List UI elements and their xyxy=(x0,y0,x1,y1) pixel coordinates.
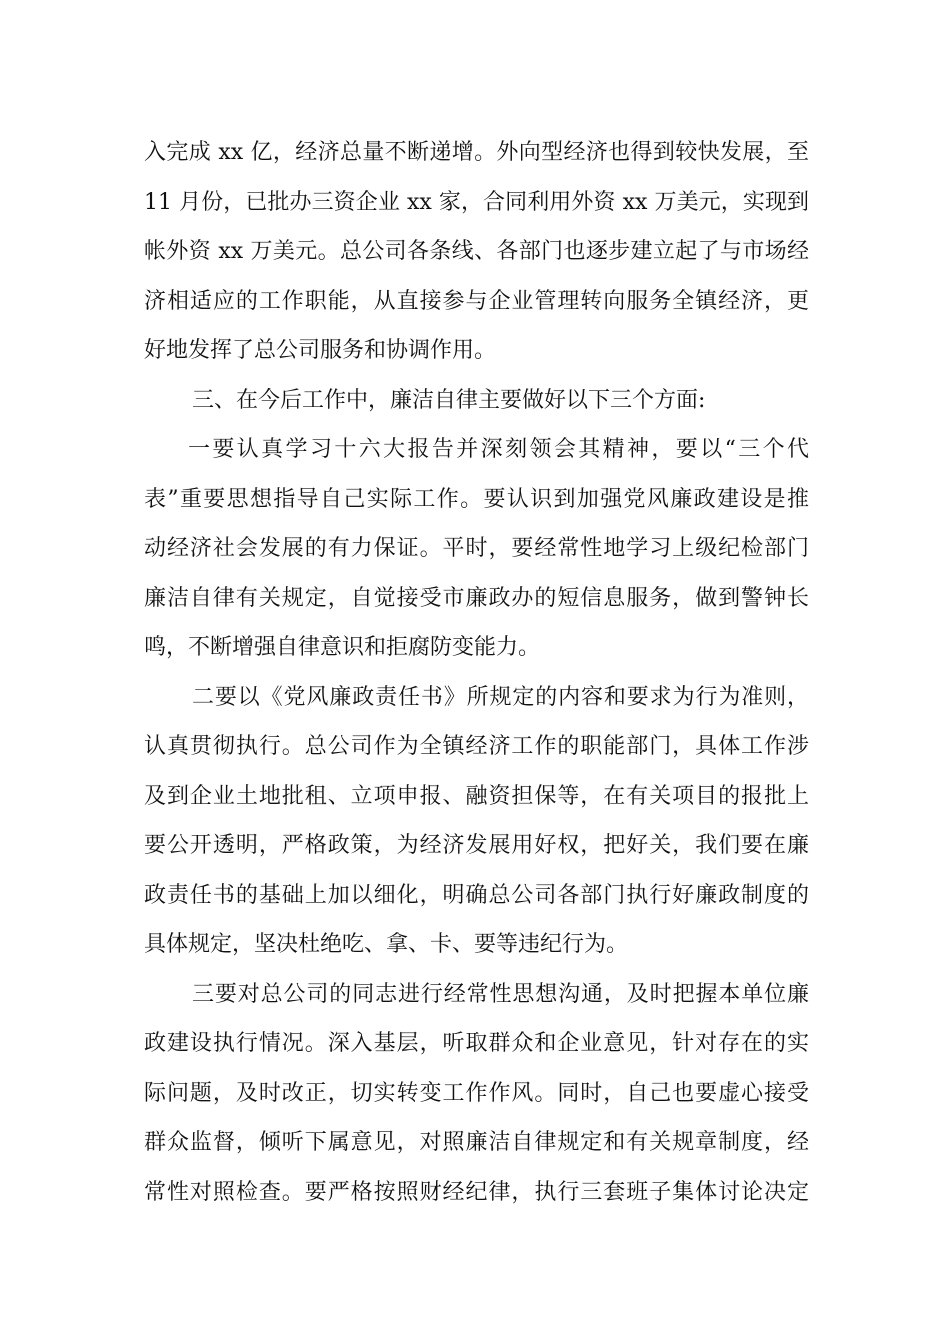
text-line: 11 月份，已批办三资企业 xx 家，合同利用外资 xx 万美元，实现到 xyxy=(144,189,809,215)
text-line: 际问题，及时改正，切实转变工作作风。同时，自己也要虚心接受 xyxy=(144,1080,809,1106)
paragraph-point-1 xyxy=(144,425,809,673)
text-line: 二要以《党风廉政责任书》所规定的内容和要求为行为准则， xyxy=(192,684,809,710)
text-line: 及到企业土地批租、立项申报、融资担保等，在有关项目的报批上 xyxy=(144,783,809,809)
text-line: 政责任书的基础上加以细化，明确总公司各部门执行好廉政制度的 xyxy=(144,882,809,908)
text-line: 一要认真学习十六大报告并深刻领会其精神，要以“三个代 xyxy=(188,437,809,462)
section-heading-3 xyxy=(144,376,809,426)
text-line: 三要对总公司的同志进行经常性思想沟通，及时把握本单位廉 xyxy=(192,981,809,1007)
text-line: 政建设执行情况。深入基层，听取群众和企业意见，针对存在的实 xyxy=(144,1031,809,1056)
text-line: 群众监督，倾听下属意见，对照廉洁自律规定和有关规章制度，经 xyxy=(144,1130,809,1155)
text-line: 认真贯彻执行。总公司作为全镇经济工作的职能部门，具体工作涉 xyxy=(144,734,809,759)
paragraph-point-3 xyxy=(144,970,809,1218)
paragraph-1 xyxy=(144,128,809,376)
text-line: 动经济社会发展的有力保证。平时，要经常性地学习上级纪检部门 xyxy=(144,536,809,561)
text-line: 帐外资 xx 万美元。总公司各条线、各部门也逐步建立起了与市场经 xyxy=(144,239,809,264)
text-line: 廉洁自律有关规定，自觉接受市廉政办的短信息服务，做到警钟长 xyxy=(144,585,809,611)
text-line: 好地发挥了总公司服务和协调作用。 xyxy=(144,338,497,363)
text-line: 鸣，不断增强自律意识和拒腐防变能力。 xyxy=(144,635,541,660)
paragraph-point-2 xyxy=(144,673,809,970)
text-line: 具体规定，坚决杜绝吃、拿、卡、要等违纪行为。 xyxy=(144,932,629,957)
text-line: 要公开透明，严格政策，为经济发展用好权，把好关，我们要在廉 xyxy=(144,833,809,858)
text-line: 三、在今后工作中，廉洁自律主要做好以下三个方面: xyxy=(192,387,706,413)
document-page xyxy=(144,128,809,1217)
text-line: 常性对照检查。要严格按照财经纪律，执行三套班子集体讨论决定 xyxy=(144,1179,809,1205)
text-line: 入完成 xx 亿，经济总量不断递增。外向型经济也得到较快发展，至 xyxy=(144,140,809,165)
text-line: 济相适应的工作职能，从直接参与企业管理转向服务全镇经济，更 xyxy=(144,288,809,314)
text-line: 表”重要思想指导自己实际工作。要认识到加强党风廉政建设是推 xyxy=(144,486,809,512)
